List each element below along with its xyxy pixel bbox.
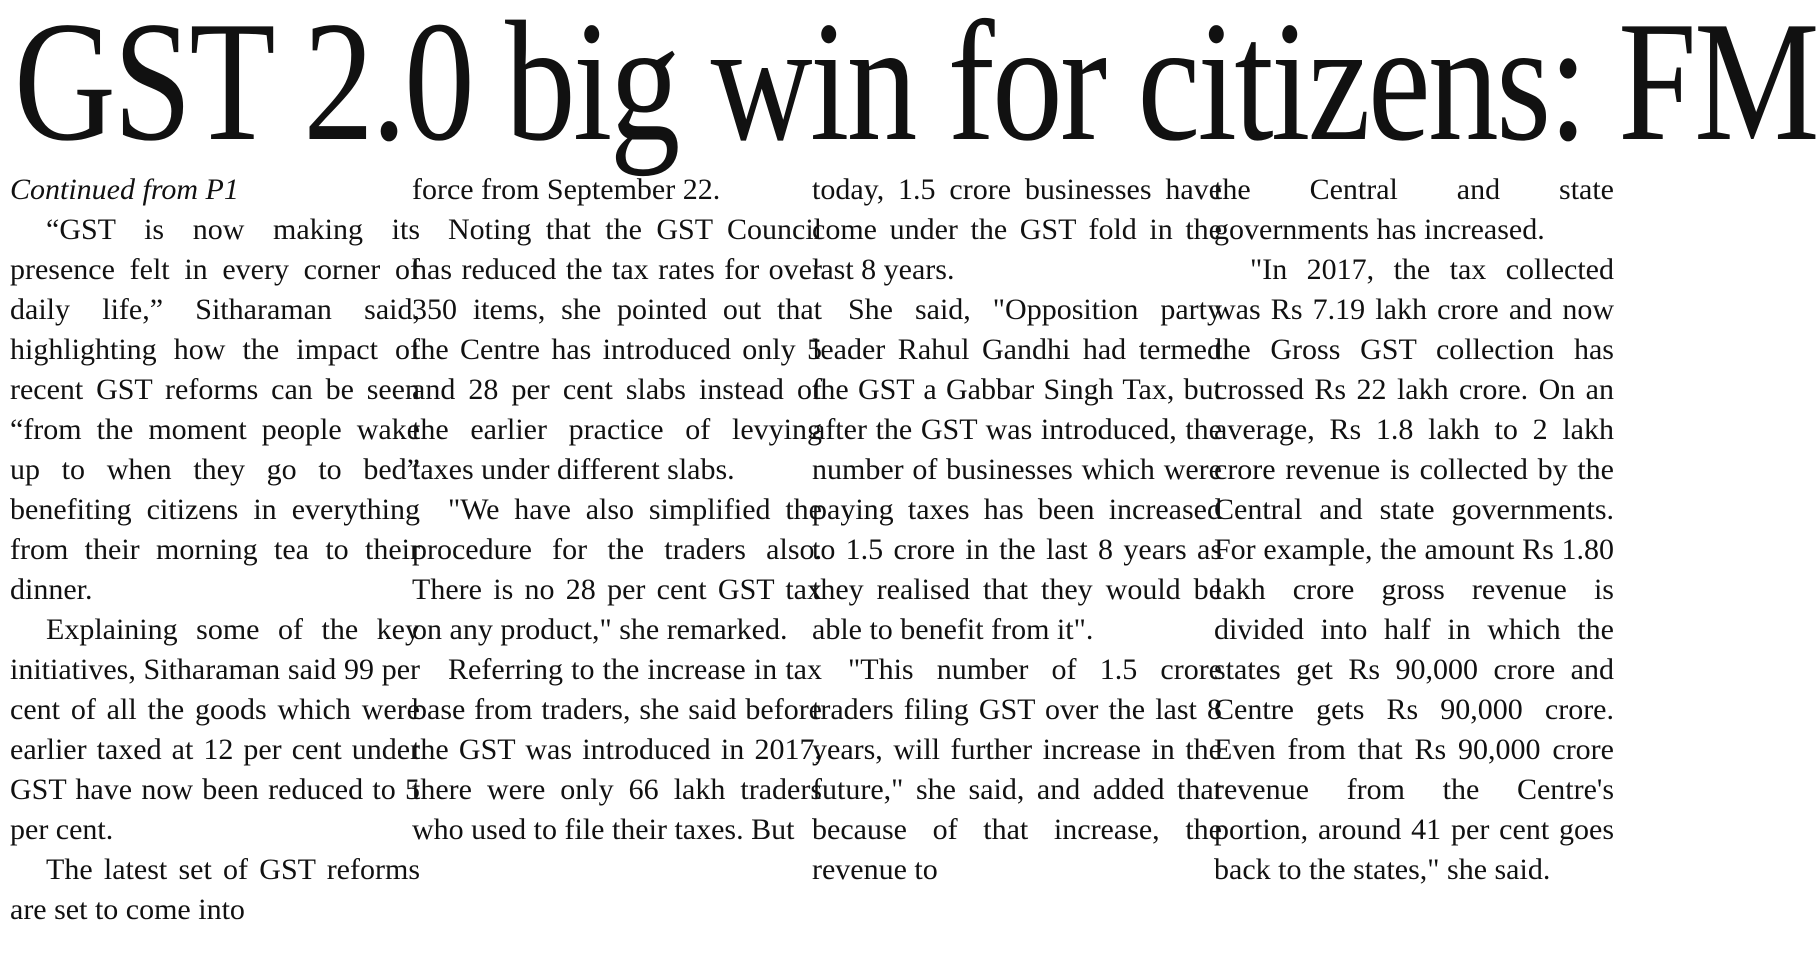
paragraph: Noting that the GST Council has reduced the tax rates for over 350 items, she pointed out that the Centre has introduced only 5 and 28 per cent slabs instead of the earlier practice of levying taxes under different slabs. bbox=[412, 213, 822, 486]
paragraph: Explaining some of the key initiatives, Sitharaman said 99 per cent of all the goods which were earlier taxed at 12 per cent under GST have now been reduced to 5 per cent. bbox=[10, 613, 420, 846]
paragraph-continuation: the Central and state governments has increased. bbox=[1214, 173, 1614, 246]
continued-from-label: Continued from P1 bbox=[10, 173, 239, 206]
column-1 bbox=[10, 170, 420, 978]
paragraph: "In 2017, the tax collected was Rs 7.19 lakh crore and now the Gross GST collection has crossed Rs 22 lakh crore. On an average, Rs 1.8 lakh to 2 lakh crore revenue is collected by the Central and state governments. For example, the amount Rs 1.80 lakh crore gross revenue is divided into half in which the states get Rs 90,000 crore and Centre gets Rs 90,000 crore. Even from that Rs 90,000 crore revenue from the Centre's portion, around 41 per cent goes back to the states," she said. bbox=[1214, 253, 1614, 886]
article-body bbox=[10, 170, 1810, 978]
paragraph: "We have also simplified the procedure for the traders also. There is no 28 per cent GST tax on any product," she remarked. bbox=[412, 493, 822, 646]
column-3 bbox=[812, 170, 1222, 978]
paragraph: Referring to the increase in tax base from traders, she said before the GST was introduced in 2017, there were only 66 lakh traders who used to file their taxes. But bbox=[412, 653, 822, 846]
paragraph: "This number of 1.5 crore traders filing GST over the last 8 years, will further increase in the future," she said, and added that because of that increase, the revenue to bbox=[812, 653, 1222, 886]
paragraph: “GST is now making its presence felt in every corner of daily life,” Sitharaman said, highlighting how the impact of recent GST reforms can be seen “from the moment people wake up to when they go to bed” benefiting citizens in everything from their morning tea to their dinner. bbox=[10, 213, 420, 606]
paragraph-continuation: today, 1.5 crore businesses have come under the GST fold in the last 8 years. bbox=[812, 173, 1222, 286]
column-2 bbox=[412, 170, 822, 978]
paragraph: She said, "Opposition party leader Rahul Gandhi had termed the GST a Gabbar Singh Tax, but after the GST was introduced, the number of businesses which were paying taxes has been increased to 1.5 crore in the last 8 years as they realised that they would be able to benefit from it". bbox=[812, 293, 1222, 646]
column-4 bbox=[1214, 170, 1614, 978]
paragraph-continuation: force from September 22. bbox=[412, 173, 721, 206]
paragraph: The latest set of GST reforms are set to come into bbox=[10, 853, 420, 926]
headline: GST 2.0 big win for citizens: FM bbox=[14, 0, 1818, 177]
